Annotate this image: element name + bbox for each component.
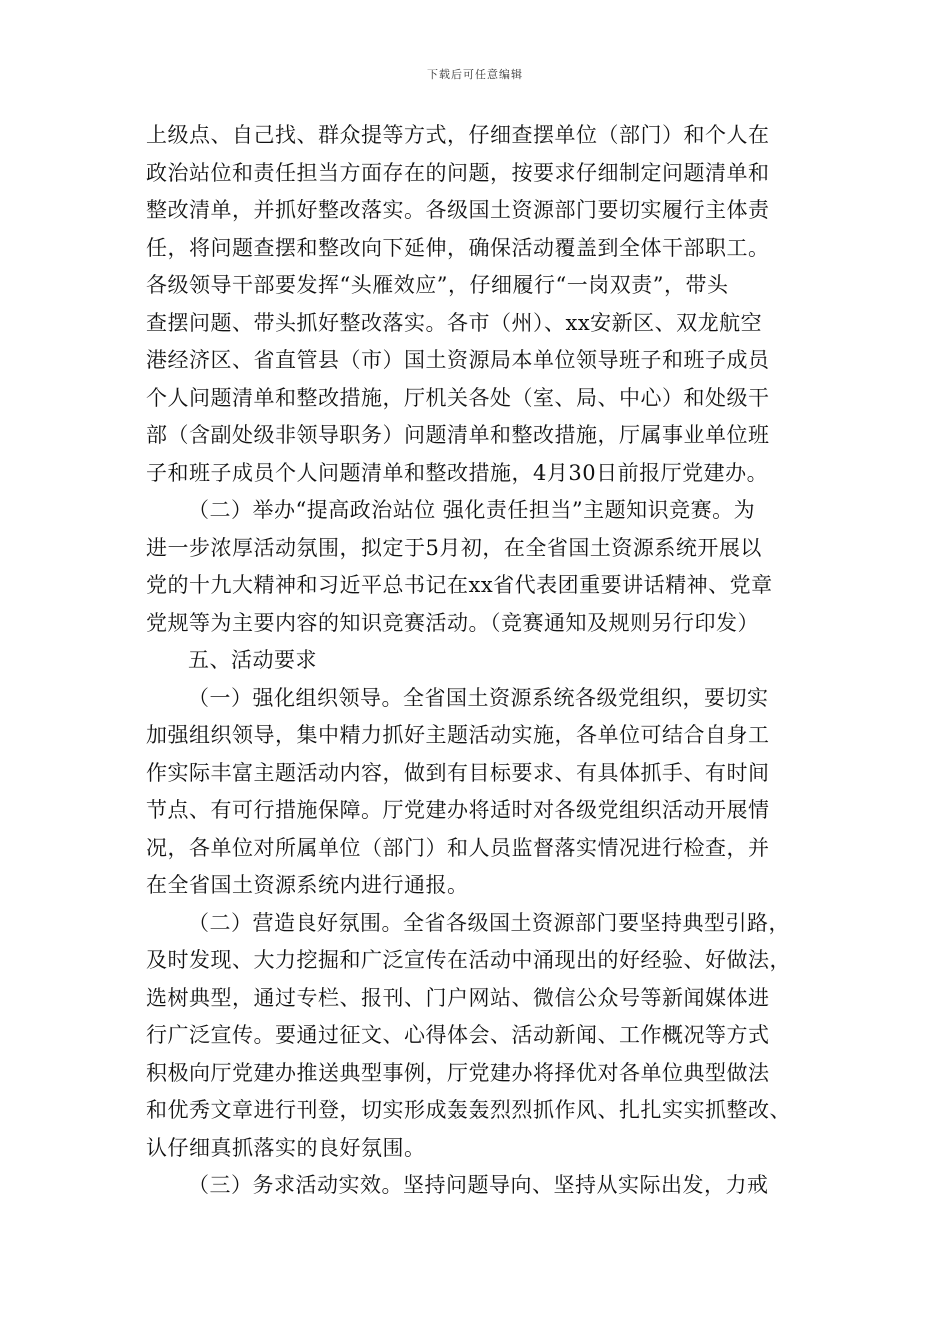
text-line: 五、活动要求 — [188, 648, 317, 672]
text-line: 子和班子成员个人问题清单和整改措施，4月30日前报厅党建办。 — [146, 460, 769, 485]
text-line: 加强组织领导，集中精力抓好主题活动实施，各单位可结合自身工 — [146, 723, 770, 747]
text-line: 个人问题清单和整改措施，厅机关各处（室、局、中心）和处级干 — [146, 385, 770, 410]
paragraph — [146, 492, 816, 642]
text-line: 查摆问题、带头抓好整改落实。各市（州）、xx安新区、双龙航空 — [146, 310, 763, 335]
page-header: 下载后可任意编辑 — [427, 68, 523, 81]
text-line: 政治站位和责任担当方面存在的问题，按要求仔细制定问题清单和 — [146, 160, 770, 185]
text-line: 进一步浓厚活动氛围，拟定于5月初，在全省国土资源系统开展以 — [146, 535, 762, 560]
text-line: 积极向厅党建办推送典型事例，厅党建办将择优对各单位典型做法 — [146, 1060, 770, 1085]
document-body — [146, 117, 816, 1205]
text-line: 党的十九大精神和习近平总书记在xx省代表团重要讲话精神、党章 — [146, 573, 773, 597]
text-line: 任，将问题查摆和整改向下延伸，确保活动覆盖到全体干部职工。 — [146, 235, 770, 260]
paragraph — [146, 117, 816, 492]
text-line: 及时发现、大力挖掘和广泛宣传在活动中涌现出的好经验、好做法， — [146, 948, 791, 972]
text-line: （二）营造良好氛围。全省各级国土资源部门要坚持典型引路， — [188, 910, 790, 935]
text-line: 在全省国土资源系统内进行通报。 — [146, 873, 469, 897]
paragraph — [146, 1167, 816, 1205]
text-line: （一）强化组织领导。全省国土资源系统各级党组织，要切实 — [188, 685, 769, 710]
text-line: 各级领导干部要发挥“头雁效应”，仔细履行“一岗双责”，带头 — [146, 273, 729, 297]
text-line: 上级点、自己找、群众提等方式，仔细查摆单位（部门）和个人在 — [146, 123, 770, 147]
text-line: 港经济区、省直管县（市）国土资源局本单位领导班子和班子成员 — [146, 348, 770, 372]
paragraph — [146, 680, 816, 905]
paragraph — [146, 905, 816, 1168]
text-line: 况，各单位对所属单位（部门）和人员监督落实情况进行检查，并 — [146, 835, 770, 860]
text-line: 党规等为主要内容的知识竞赛活动。（竞赛通知及规则另行印发） — [146, 610, 759, 635]
text-line: 和优秀文章进行刊登，切实形成轰轰烈烈抓作风、扎扎实实抓整改、 — [146, 1098, 791, 1122]
text-line: 整改清单，并抓好整改落实。各级国土资源部门要切实履行主体责 — [146, 198, 770, 222]
text-line: 选树典型，通过专栏、报刊、门户网站、微信公众号等新闻媒体进 — [146, 985, 770, 1010]
section-heading — [146, 642, 816, 680]
text-line: （二）举办“提高政治站位 强化责任担当”主题知识竞赛。为 — [188, 498, 756, 522]
text-line: 认仔细真抓落实的良好氛围。 — [146, 1135, 426, 1160]
text-line: （三）务求活动实效。坚持问题导向、坚持从实际出发，力戒 — [188, 1173, 769, 1197]
text-line: 节点、有可行措施保障。厅党建办将适时对各级党组织活动开展情 — [146, 798, 770, 822]
text-line: 部（含副处级非领导职务）问题清单和整改措施，厅属事业单位班 — [146, 423, 770, 447]
text-line: 作实际丰富主题活动内容，做到有目标要求、有具体抓手、有时间 — [146, 760, 770, 785]
text-line: 行广泛宣传。要通过征文、心得体会、活动新闻、工作概况等方式 — [146, 1023, 770, 1047]
